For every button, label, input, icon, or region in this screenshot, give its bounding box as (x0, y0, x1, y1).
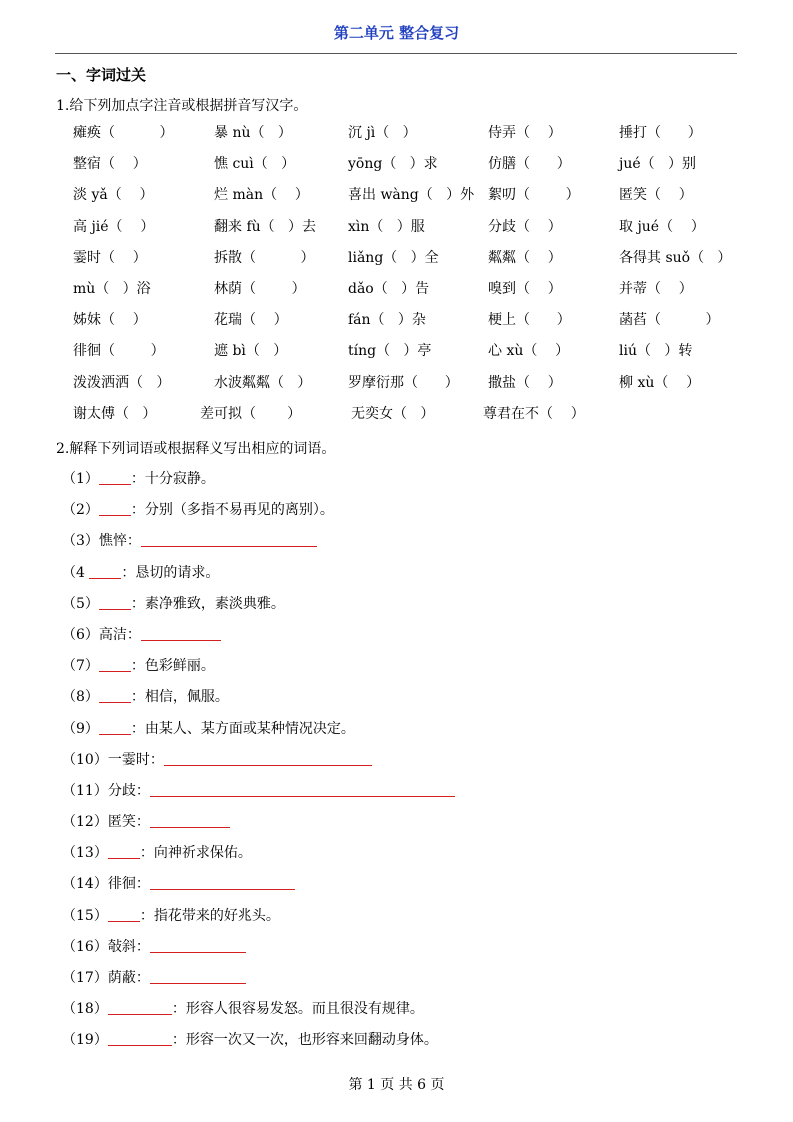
vocab-item: 拆散（ ） (214, 249, 315, 266)
definition-item (62, 811, 455, 842)
vocab-item: 徘徊（ ） (73, 343, 165, 360)
vocab-item: 各得其 suǒ（ ） (619, 249, 732, 266)
colon: ： (135, 782, 150, 799)
vocab-item: tíng（ ）亭 (348, 343, 432, 360)
colon: ： (171, 1032, 186, 1049)
vocab-item: 谢太傅（ ） (73, 405, 157, 422)
vocab-item: 嗅到（ ） (488, 280, 562, 297)
vocab-item: 水波粼粼（ ） (214, 374, 312, 391)
vocab-item: yōng（ ）求 (348, 156, 438, 173)
vocab-row (73, 278, 753, 309)
definition-text: 形容一次又一次，也形容来回翻动身体。 (185, 1032, 438, 1049)
definition-item (62, 749, 455, 780)
vocab-item: liú（ ）转 (619, 343, 693, 360)
colon: ： (171, 1001, 186, 1018)
answer-blank[interactable] (150, 969, 246, 984)
definition-text: 相信，佩服。 (144, 689, 229, 706)
vocab-item: 姊妹（ ） (73, 312, 147, 329)
definition-text: 十分寂静。 (144, 471, 215, 487)
answer-blank[interactable] (150, 813, 230, 828)
item-number: （7） (62, 658, 99, 675)
vocab-row (73, 153, 753, 184)
item-number: （18） (62, 1001, 108, 1018)
vocab-item: xìn（ ）服 (348, 218, 425, 235)
vocab-row (73, 122, 753, 153)
colon: ： (135, 876, 150, 893)
page-title: 第二单元 整合复习 (333, 24, 460, 42)
vocab-row (73, 184, 753, 215)
vocab-row (73, 216, 753, 247)
definition-item (62, 686, 455, 717)
definition-item (62, 1029, 455, 1060)
vocab-item: 霎时（ ） (73, 249, 147, 266)
vocab-item: liǎng（ ）全 (348, 249, 439, 266)
term-word: 匿笑 (107, 814, 136, 831)
definition-item (62, 936, 455, 967)
colon: ： (135, 970, 150, 986)
term-word: 一霎时 (107, 751, 150, 768)
answer-blank[interactable] (99, 657, 131, 672)
vocab-row (73, 340, 753, 371)
vocab-item: 花瑞（ ） (214, 312, 288, 329)
vocab-item: 林荫（ ） (214, 280, 306, 297)
definition-item (62, 718, 455, 749)
definition-item (62, 655, 455, 686)
vocab-item: 心 xù（ ） (488, 343, 570, 360)
vocab-item: 高 jié（ ） (73, 218, 155, 235)
answer-blank[interactable] (99, 688, 131, 703)
answer-blank[interactable] (99, 595, 131, 610)
item-number: （12） (62, 814, 108, 831)
colon: ： (139, 845, 154, 862)
term-word: 徘徊 (107, 876, 136, 893)
definition-item (62, 998, 455, 1029)
definition-text: 素净雅致，素淡典雅。 (144, 595, 285, 612)
item-number: （15） (62, 907, 108, 924)
definition-item (62, 562, 455, 593)
item-number: （14） (62, 876, 108, 893)
definition-text: 向神祈求保佑。 (153, 845, 252, 862)
vocab-item: 烂 màn（ ） (214, 187, 309, 204)
vocab-item: 絮叨（ ） (488, 187, 580, 204)
definition-item (62, 624, 455, 655)
definition-item (62, 468, 455, 499)
vocab-item: 喜出 wàng（ ）外 (348, 187, 475, 204)
colon: ： (130, 720, 145, 737)
colon: ： (130, 502, 145, 519)
item-number: （9） (62, 720, 99, 737)
term-word: 荫蔽 (107, 970, 136, 986)
vocab-item: mù（ ）浴 (73, 280, 151, 297)
item-number: （6） (62, 626, 99, 643)
vocab-item: 翻来 fù（ ）去 (214, 218, 316, 235)
vocab-item: 沉 jì（ ） (348, 125, 417, 141)
vocab-item: 仿膳（ ） (488, 156, 571, 173)
item-number: （3） (62, 533, 99, 550)
vocab-row (73, 247, 753, 278)
answer-blank[interactable] (99, 470, 131, 485)
vocab-item: 侍弄（ ） (488, 125, 562, 141)
definition-text: 指花带来的好兆头。 (153, 907, 280, 924)
answer-blank[interactable] (89, 564, 121, 579)
question-1-instruction: 1.给下列加点字注音或根据拼音写汉字。 (56, 98, 308, 114)
vocab-item: 憔 cuì（ ） (214, 156, 296, 173)
definition-item (62, 967, 455, 998)
colon: ： (126, 533, 141, 550)
page-footer: 第 1 页 共 6 页 (348, 1077, 445, 1093)
answer-blank[interactable] (108, 1000, 172, 1015)
vocab-item: 差可拟（ ） (200, 405, 302, 422)
vocab-row (73, 309, 753, 340)
colon: ： (130, 689, 145, 706)
term-word: 高洁 (98, 626, 127, 643)
colon: ： (135, 938, 150, 955)
vocab-item: 尊君在不（ ） (483, 405, 585, 422)
term-word: 分歧 (107, 782, 136, 799)
item-number: （4 (62, 564, 90, 581)
answer-blank[interactable] (164, 751, 372, 766)
colon: ： (130, 595, 145, 612)
item-number: （1） (62, 471, 99, 487)
answer-blank[interactable] (150, 938, 246, 953)
colon: ： (126, 626, 141, 643)
item-number: （16） (62, 938, 108, 955)
definition-text: 色彩鲜丽。 (144, 658, 215, 675)
answer-blank[interactable] (141, 532, 317, 547)
answer-blank[interactable] (150, 782, 455, 797)
answer-blank[interactable] (108, 844, 140, 859)
vocab-item: 瘫痪（ ） (73, 125, 174, 141)
vocab-item: 暴 nù（ ） (214, 125, 292, 141)
item-number: （2） (62, 502, 99, 519)
item-number: （5） (62, 595, 99, 612)
vocab-item: 并蒂（ ） (619, 280, 693, 297)
definition-item (62, 780, 455, 811)
vocab-item: 分歧（ ） (488, 218, 562, 235)
definition-text: 分别（多指不易再见的离别）。 (144, 502, 334, 519)
pinyin-vocab-grid (73, 122, 753, 434)
vocab-item: fán（ ）杂 (348, 312, 426, 329)
vocab-item: 整宿（ ） (73, 156, 147, 173)
vocab-item: 撒盐（ ） (488, 374, 562, 391)
vocab-item: 泼泼洒洒（ ） (73, 374, 171, 391)
definition-item (62, 873, 455, 904)
question-2-instruction: 2.解释下列词语或根据释义写出相应的词语。 (56, 441, 336, 457)
vocab-item: 粼粼（ ） (488, 249, 562, 266)
item-number: （8） (62, 689, 99, 706)
colon: ： (130, 471, 145, 487)
colon: ： (130, 658, 145, 675)
vocab-item: 匿笑（ ） (619, 187, 693, 204)
answer-blank[interactable] (99, 720, 131, 735)
definition-item (62, 593, 455, 624)
definition-text: 由某人、某方面或某种情况决定。 (144, 720, 355, 737)
vocab-item: 取 jué（ ） (619, 218, 705, 235)
item-number: （17） (62, 970, 108, 986)
definition-item (62, 530, 455, 561)
vocab-item: 菡萏（ ） (619, 312, 720, 329)
vocab-item: 淡 yǎ（ ） (73, 187, 154, 204)
vocab-item: jué（ ）别 (619, 156, 696, 173)
definition-item (62, 842, 455, 873)
answer-blank[interactable] (99, 501, 131, 516)
answer-blank[interactable] (150, 875, 295, 890)
header-divider (55, 53, 737, 54)
item-number: （13） (62, 845, 108, 862)
vocab-item: 梗上（ ） (488, 312, 571, 329)
vocab-item: dǎo（ ）告 (348, 280, 430, 297)
vocab-item: 罗摩衍那（ ） (348, 374, 459, 391)
answer-blank[interactable] (108, 1031, 172, 1046)
item-number: （11） (62, 782, 108, 799)
item-number: （10） (62, 751, 108, 768)
definition-list (62, 468, 455, 1061)
answer-blank[interactable] (141, 626, 221, 641)
definition-text: 恳切的请求。 (135, 564, 220, 581)
answer-blank[interactable] (108, 907, 140, 922)
colon: ： (121, 564, 136, 581)
section-heading: 一、字词过关 (56, 66, 147, 84)
vocab-item: 捶打（ ） (619, 125, 702, 141)
term-word: 憔悴 (98, 533, 127, 550)
colon: ： (139, 907, 154, 924)
vocab-item: 柳 xù（ ） (619, 374, 701, 391)
colon: ： (149, 751, 164, 768)
vocab-row (73, 403, 753, 434)
colon: ： (135, 814, 150, 831)
vocab-item: 无奕女（ ） (351, 405, 435, 422)
vocab-row (73, 372, 753, 403)
vocab-item: 遮 bì（ ） (214, 343, 288, 360)
item-number: （19） (62, 1032, 108, 1049)
definition-item (62, 905, 455, 936)
term-word: 敧斜 (107, 938, 136, 955)
definition-text: 形容人很容易发怒。而且很没有规律。 (185, 1001, 424, 1018)
definition-item (62, 499, 455, 530)
